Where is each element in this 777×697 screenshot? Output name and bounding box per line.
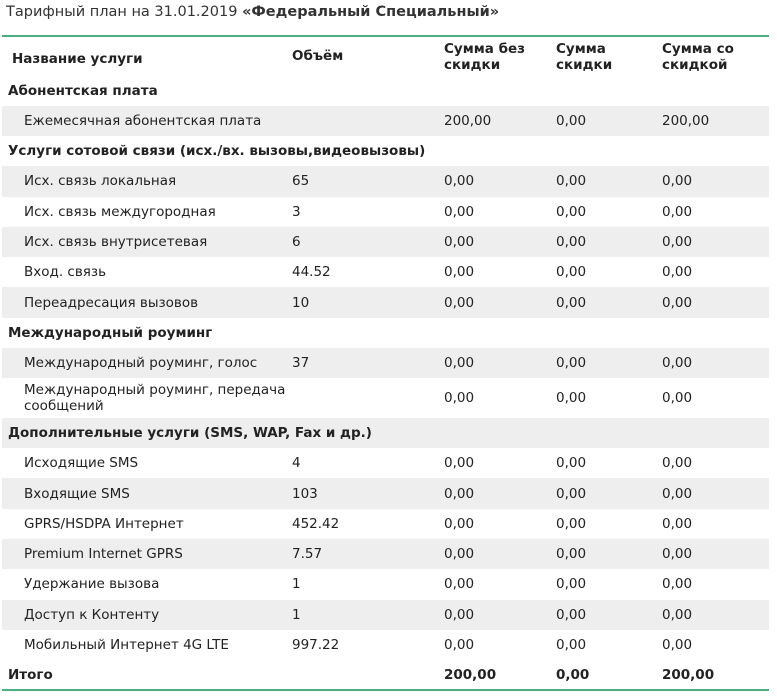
service-name: Вход. связь <box>24 264 107 281</box>
service-name: Исх. связь междугородная <box>24 203 216 220</box>
section-title: Дополнительные услуги (SMS, WAP, Fax и др.) <box>8 425 372 442</box>
table-row <box>2 227 769 257</box>
service-discount: 0,00 <box>556 606 587 623</box>
service-name: GPRS/HSDPA Интернет <box>24 515 184 532</box>
service-name: Premium Internet GPRS <box>24 546 183 563</box>
service-volume: 4 <box>292 455 301 472</box>
service-name: Входящие SMS <box>24 485 130 502</box>
totals-volume <box>292 660 444 690</box>
service-discount: 0,00 <box>556 264 587 281</box>
service-sum: 0,00 <box>444 485 475 502</box>
service-discount: 0,00 <box>556 390 587 407</box>
table-row <box>2 600 769 630</box>
service-volume: 44.52 <box>292 264 331 281</box>
service-name: Международный роуминг, голос <box>24 354 258 371</box>
service-total: 0,00 <box>662 354 693 371</box>
service-total: 0,00 <box>662 485 693 502</box>
service-volume: 37 <box>292 354 310 371</box>
service-total: 0,00 <box>662 637 693 653</box>
table-header <box>2 36 769 76</box>
service-name: Ежемесячная абонентская плата <box>24 113 262 130</box>
service-volume: 6 <box>292 234 301 251</box>
table-row <box>2 197 769 227</box>
table-row <box>2 448 769 478</box>
section-title: Международный роуминг <box>8 324 213 341</box>
service-sum: 0,00 <box>444 455 475 472</box>
table-row <box>2 257 769 287</box>
totals-label: Итого <box>8 666 53 683</box>
service-sum: 0,00 <box>444 173 475 190</box>
column-header-service: Название услуги <box>12 50 143 67</box>
service-sum: 0,00 <box>444 264 475 281</box>
service-discount: 0,00 <box>556 515 587 532</box>
service-total: 200,00 <box>662 113 710 130</box>
service-total: 0,00 <box>662 515 693 532</box>
table-row <box>2 509 769 539</box>
section-title: Услуги сотовой связи (исх./вх. вызовы,видеовызовы) <box>8 143 426 160</box>
header-row <box>2 36 769 76</box>
tariff-table <box>2 35 769 691</box>
service-sum: 0,00 <box>444 546 475 563</box>
service-sum: 0,00 <box>444 606 475 623</box>
service-sum: 0,00 <box>444 576 475 593</box>
service-total: 0,00 <box>662 606 693 623</box>
service-total: 0,00 <box>662 173 693 190</box>
service-discount: 0,00 <box>556 294 587 311</box>
service-volume: 65 <box>292 173 310 190</box>
totals-sum: 200,00 <box>444 666 497 683</box>
service-sum: 0,00 <box>444 354 475 371</box>
service-discount: 0,00 <box>556 354 587 371</box>
service-sum: 0,00 <box>444 234 475 251</box>
service-sum: 0,00 <box>444 203 475 220</box>
section-row <box>2 76 769 106</box>
service-volume: 1 <box>292 576 301 593</box>
page-title <box>6 4 499 20</box>
service-discount: 0,00 <box>556 234 587 251</box>
table-row <box>2 539 769 569</box>
table-row <box>2 569 769 599</box>
column-header-volume: Объём <box>292 48 344 64</box>
service-discount: 0,00 <box>556 203 587 220</box>
service-name: Исходящие SMS <box>24 455 139 472</box>
plan-name: «Федеральный Специальный» <box>242 4 500 20</box>
service-volume: 103 <box>292 485 318 502</box>
totals-discount: 0,00 <box>556 666 590 683</box>
title-prefix: Тарифный план на 31.01.2019 <box>6 4 238 20</box>
service-total: 0,00 <box>662 203 693 220</box>
table-row <box>2 166 769 196</box>
service-total: 0,00 <box>662 264 693 281</box>
service-sum: 0,00 <box>444 637 475 653</box>
service-discount: 0,00 <box>556 455 587 472</box>
service-volume <box>292 106 444 136</box>
service-volume: 1 <box>292 606 301 623</box>
table-row <box>2 630 769 660</box>
service-discount: 0,00 <box>556 546 587 563</box>
service-name: Мобильный Интернет 4G LTE <box>24 637 229 653</box>
service-discount: 0,00 <box>556 113 587 130</box>
service-volume: 3 <box>292 203 301 220</box>
service-name: Международный роуминг, передача сообщений <box>24 382 286 415</box>
table-row <box>2 287 769 317</box>
table-row <box>2 348 769 378</box>
totals-row <box>2 660 769 690</box>
service-total: 0,00 <box>662 546 693 563</box>
service-total: 0,00 <box>662 294 693 311</box>
service-sum: 0,00 <box>444 515 475 532</box>
table-body <box>2 76 769 690</box>
service-total: 0,00 <box>662 390 693 407</box>
table-row <box>2 106 769 136</box>
service-discount: 0,00 <box>556 637 587 653</box>
service-volume: 452.42 <box>292 515 340 532</box>
totals-total: 200,00 <box>662 666 715 683</box>
service-volume: 7.57 <box>292 546 323 563</box>
service-discount: 0,00 <box>556 173 587 190</box>
service-discount: 0,00 <box>556 485 587 502</box>
section-row <box>2 318 769 348</box>
service-volume: 997.22 <box>292 637 340 653</box>
column-header-total: Сумма со скидкой <box>662 40 734 73</box>
service-volume: 10 <box>292 294 310 311</box>
service-name: Удержание вызова <box>24 576 160 593</box>
column-header-discount: Сумма скидки <box>556 40 613 73</box>
table-row <box>2 478 769 508</box>
service-volume <box>292 378 444 418</box>
service-sum: 200,00 <box>444 113 492 130</box>
table-row <box>2 378 769 418</box>
section-row <box>2 418 769 448</box>
service-name: Исх. связь внутрисетевая <box>24 234 208 251</box>
service-name: Исх. связь локальная <box>24 173 177 190</box>
section-title: Абонентская плата <box>8 83 158 99</box>
column-header-sum: Сумма без скидки <box>444 40 526 73</box>
section-row <box>2 136 769 166</box>
service-name: Доступ к Контенту <box>24 606 160 623</box>
service-sum: 0,00 <box>444 294 475 311</box>
service-sum: 0,00 <box>444 390 475 407</box>
service-total: 0,00 <box>662 576 693 593</box>
service-name: Переадресация вызовов <box>24 294 199 311</box>
service-total: 0,00 <box>662 234 693 251</box>
service-total: 0,00 <box>662 455 693 472</box>
service-discount: 0,00 <box>556 576 587 593</box>
